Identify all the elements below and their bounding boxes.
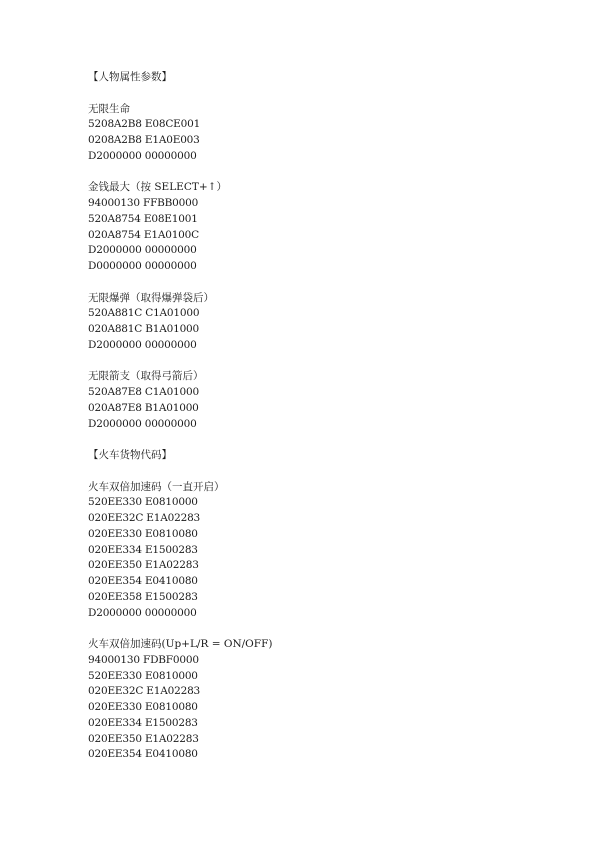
cheat-code-line: D2000000 00000000 <box>88 244 197 257</box>
cheat-group-infinite-life <box>88 102 568 165</box>
cheat-code-line: 020EE350 E1A02283 <box>88 559 199 572</box>
cheat-code-line: 020EE330 E0810080 <box>88 701 198 713</box>
cheat-title: 火车双倍加速码(Up+L/R = ON/OFF) <box>88 638 273 650</box>
cheat-code-line: D2000000 00000000 <box>88 149 197 162</box>
cheat-code-line: D2000000 00000000 <box>88 606 197 619</box>
cheat-code-line: D0000000 00000000 <box>88 260 197 272</box>
cheat-code-line: 020A87E8 B1A01000 <box>88 401 199 414</box>
cheat-code-line: 020A8754 E1A0100C <box>88 228 199 241</box>
cheat-code-line: 5208A2B8 E08CE001 <box>88 118 201 131</box>
section-heading: 【人物属性参数】 <box>88 71 172 83</box>
cheat-code-line: 94000130 FDBF0000 <box>88 653 199 666</box>
cheat-code-line: 520A881C C1A01000 <box>88 307 200 320</box>
cheat-code-line: 020EE32C E1A02283 <box>88 685 201 698</box>
cheat-code-line: 020EE334 E1500283 <box>88 543 198 556</box>
cheat-code-line: 0208A2B8 E1A0E003 <box>88 134 200 146</box>
cheat-code-line: 520A87E8 C1A01000 <box>88 386 199 398</box>
cheat-code-line: D2000000 00000000 <box>88 338 197 351</box>
document-body <box>88 70 568 763</box>
cheat-title: 无限爆弹（取得爆弹袋后） <box>88 291 214 304</box>
section-heading: 【火车货物代码】 <box>88 449 172 461</box>
cheat-title: 火车双倍加速码（一直开启） <box>88 480 225 493</box>
section-character-attributes <box>88 70 568 432</box>
cheat-group-infinite-arrows <box>88 369 568 432</box>
cheat-code-line: 020EE334 E1500283 <box>88 716 198 729</box>
cheat-code-line: 020EE32C E1A02283 <box>88 512 201 524</box>
cheat-code-line: 020EE354 E0410080 <box>88 748 198 761</box>
cheat-code-line: 94000130 FFBB0000 <box>88 197 199 209</box>
cheat-code-line: 020EE354 E0410080 <box>88 575 198 587</box>
cheat-title: 无限箭支（取得弓箭后） <box>88 370 204 383</box>
cheat-title: 无限生命 <box>88 102 130 115</box>
cheat-code-line: 020EE358 E1500283 <box>88 590 198 603</box>
cheat-code-line: 020A881C B1A01000 <box>88 323 200 335</box>
cheat-group-infinite-bombs <box>88 291 568 354</box>
cheat-code-line: 020EE350 E1A02283 <box>88 732 199 745</box>
cheat-code-line: 020EE330 E0810080 <box>88 527 198 540</box>
cheat-group-train-speed-toggle <box>88 637 568 763</box>
cheat-code-line: 520EE330 E0810000 <box>88 669 198 682</box>
cheat-code-line: 520EE330 E0810000 <box>88 496 198 509</box>
section-train-cargo <box>88 448 568 763</box>
cheat-code-line: D2000000 00000000 <box>88 417 197 430</box>
cheat-group-max-money <box>88 180 568 275</box>
cheat-title: 金钱最大（按 SELECT+↑） <box>88 181 227 194</box>
cheat-code-line: 520A8754 E08E1001 <box>88 212 198 225</box>
cheat-group-train-speed-always <box>88 480 568 622</box>
